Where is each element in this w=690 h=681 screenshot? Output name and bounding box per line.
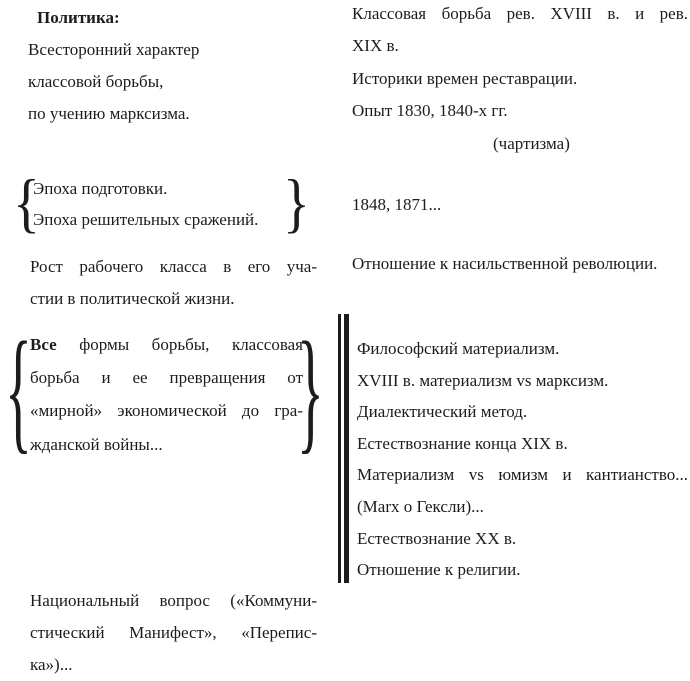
philosophy-list <box>357 333 688 586</box>
philosophy-item: Материализм vs юмизм и кантианство... <box>357 465 688 485</box>
left-brace-glyph: { <box>13 166 40 240</box>
politics-line: Всесторонний характер <box>28 40 200 59</box>
growth-line: стии в политической жизни. <box>30 288 235 308</box>
philosophy-item: Естествознание конца XIX в. <box>357 433 568 453</box>
politics-section <box>28 2 320 130</box>
epochs-group <box>33 173 281 235</box>
philosophy-item: Отношение к религии. <box>357 560 521 580</box>
chartism-line: (чартизма) <box>493 133 570 153</box>
epoch-line: Эпоха решительных сражений. <box>33 210 259 229</box>
growth-line: Рост рабочего класса в его уча- <box>30 257 317 276</box>
national-line: стический Манифест», «Перепис- <box>30 623 317 642</box>
class-struggle-line: Классовая борьба рев. XVIII в. и рев. <box>352 4 688 23</box>
politics-heading: Политика: <box>37 8 120 27</box>
experience-line: Опыт 1830, 1840-х гг. <box>352 101 508 121</box>
philosophy-item: Естествознание XX в. <box>357 528 517 548</box>
historians-line: Историки времен реставрации. <box>352 68 578 88</box>
national-question <box>30 585 317 681</box>
politics-line: по учению марксизма. <box>28 104 190 123</box>
violent-revolution-line: Отношение к насильственной революции. <box>352 254 658 273</box>
politics-line: классовой борьбы, <box>28 72 164 91</box>
class-struggle-line: XIX в. <box>352 36 399 56</box>
forms-line: жданской войны... <box>30 434 163 454</box>
working-class-growth <box>30 251 317 314</box>
forms-of-struggle-group <box>30 328 303 461</box>
national-line: Национальный вопрос («Коммуни- <box>30 591 317 610</box>
left-brace-glyph: { <box>5 315 32 468</box>
philosophy-item: (Marx о Гексли)... <box>357 496 484 516</box>
philosophy-item: XVIII в. материализм vs марксизм. <box>357 370 609 390</box>
years-line: 1848, 1871... <box>352 195 442 214</box>
column-divider-thick-rule <box>344 314 349 583</box>
forms-line: борьба и ее превращения от <box>30 368 303 388</box>
class-struggle-section <box>352 0 688 160</box>
right-brace-glyph: } <box>297 315 324 468</box>
column-divider-thin-rule <box>338 314 341 583</box>
bold-word: Все <box>30 335 57 354</box>
forms-line <box>30 328 303 361</box>
forms-line-rest: формы борьбы, классовая <box>56 335 303 354</box>
philosophy-item: Диалектический метод. <box>357 402 528 422</box>
forms-line: «мирной» экономической до гра- <box>30 401 303 421</box>
national-line: ка»)... <box>30 655 73 674</box>
right-brace-glyph: } <box>283 166 310 240</box>
epoch-line: Эпоха подготовки. <box>33 179 168 198</box>
philosophy-item: Философский материализм. <box>357 339 560 358</box>
